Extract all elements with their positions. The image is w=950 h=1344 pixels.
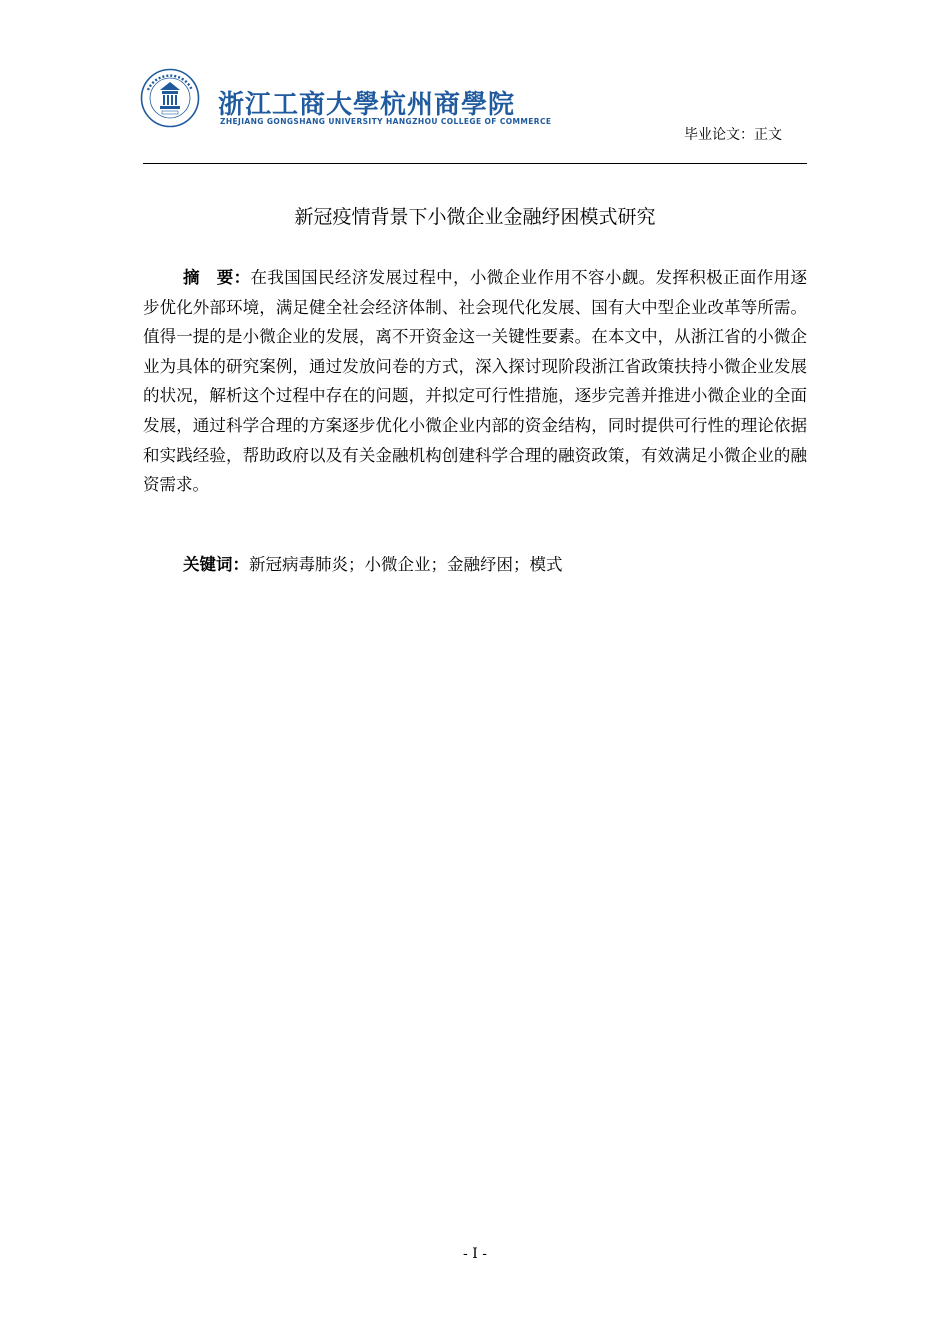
university-seal-icon	[140, 68, 200, 128]
paper-title: 新冠疫情背景下小微企业金融纾困模式研究	[294, 206, 656, 228]
abstract-paragraph	[143, 263, 807, 500]
university-name-cn: 浙江工商大學杭州商學院	[218, 90, 516, 120]
abstract-text: 在我国国民经济发展过程中，小微企业作用不容小觑。发挥积极正面作用逐步优化外部环境，满足健全社会经济体制、社会现代化发展、国有大中型企业改革等所需。值得一提的是小微企业的发展，离不开资金这一关键性要素。在本文中，从浙江省的小微企业为具体的研究案例，通过发放问卷的方式，深入探讨现阶段浙江省政策扶持小微企业发展的状况，解析这个过程中存在的问题，并拟定可行性措施，逐步完善并推进小微企业的全面发展，通过科学合理的方案逐步优化小微企业内部的资金结构，同时提供可行性的理论依据和实践经验，帮助政府以及有关金融机构创建科学合理的融资政策，有效满足小微企业的融资需求。	[143, 268, 807, 495]
page-header	[0, 0, 950, 170]
page-number: - I -	[463, 1246, 487, 1262]
university-name-en: ZHEJIANG GONGSHANG UNIVERSITY HANGZHOU COLLEGE OF COMMERCE	[220, 117, 552, 126]
keywords-label: 关键词：	[183, 555, 249, 574]
keywords-line	[183, 553, 803, 577]
document-type-label: 毕业论文：正文	[684, 127, 782, 143]
abstract-label: 摘 要：	[183, 268, 251, 287]
keywords-text: 新冠病毒肺炎；小微企业；金融纾困；模式	[249, 555, 563, 574]
header-divider	[143, 163, 807, 164]
